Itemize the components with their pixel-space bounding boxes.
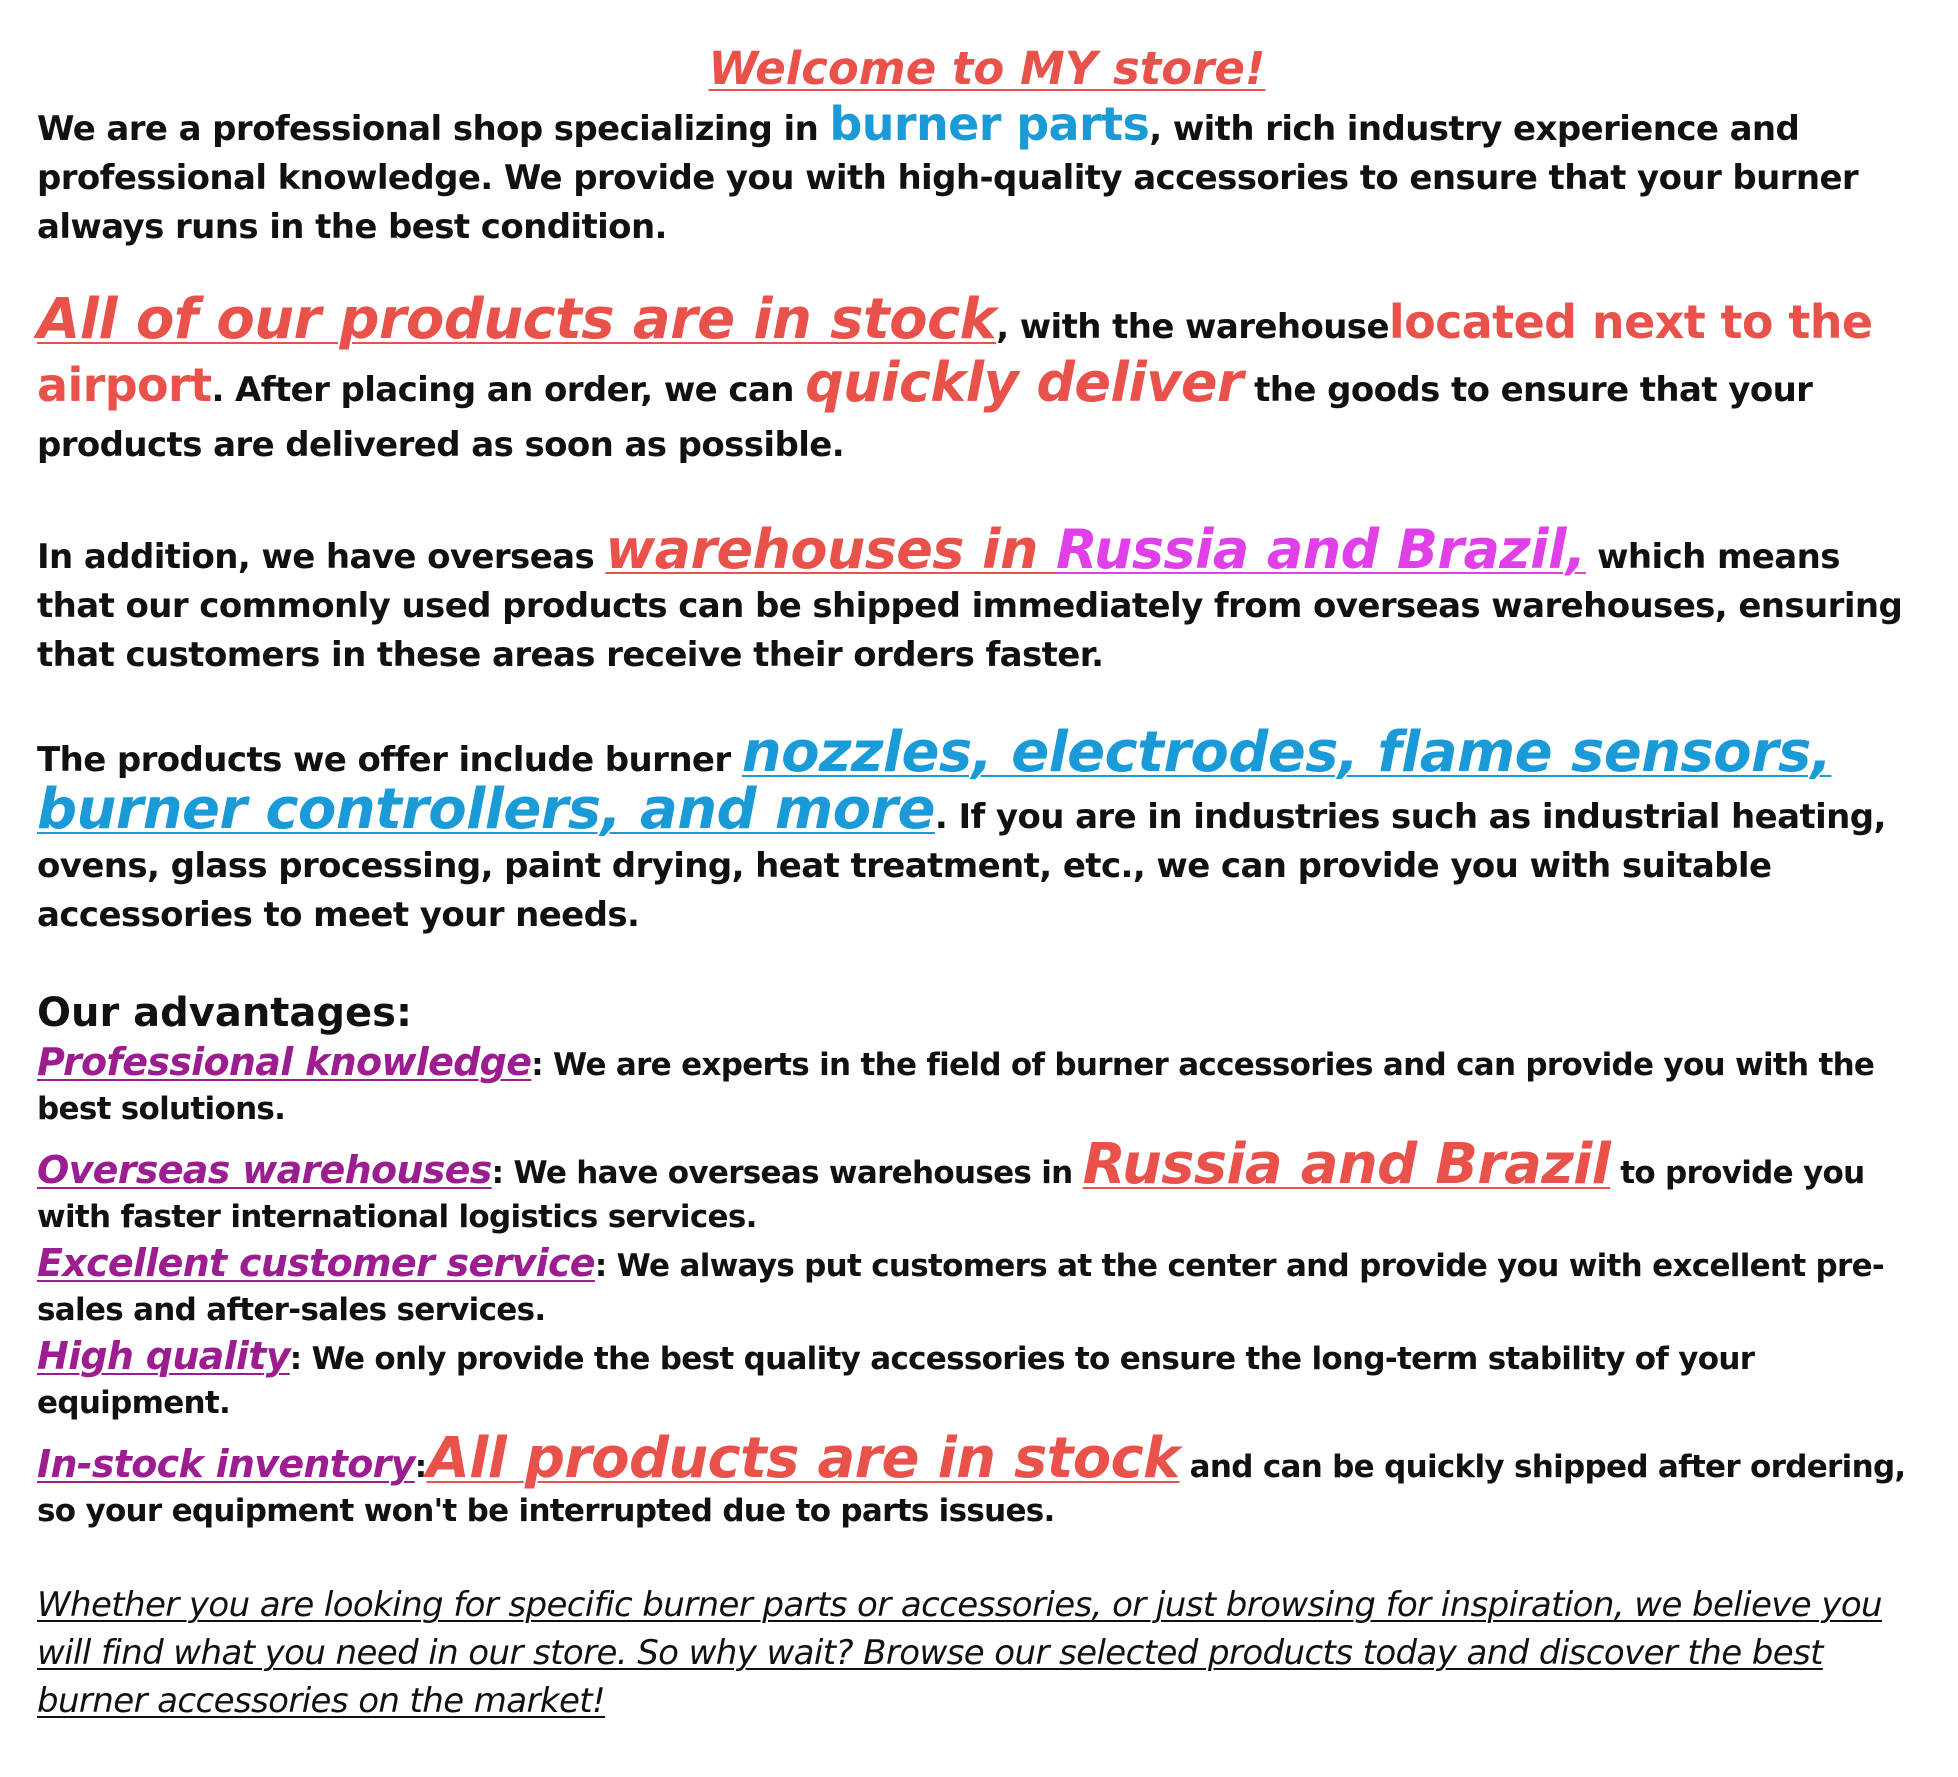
advantage-item [37,1334,1927,1425]
intro-text-1: We are a professional shop specializing in [37,109,830,149]
product-list-highlight: nozzles, electrodes, flame sensors, burner controllers, and more [37,720,1832,842]
in-stock-highlight: All of our products are in stock [37,287,997,352]
advantage-label: Excellent customer service [37,1241,595,1285]
airport-highlight: located next to the airport [37,295,1873,412]
stock-text-1: , with the warehouse [996,307,1389,347]
advantage-item [37,1426,1927,1533]
overseas-text-2: which means that our commonly used products can be shipped immediately from overseas warehouses, ensuring that customers in these areas receive their orders faster. [37,537,1903,675]
advantage-text: : We only provide the best quality accessories to ensure the long-term stability of your equipment. [37,1341,1755,1421]
advantage-text: and can be quickly shipped after ordering, so your equipment won't be interrupted due to parts issues. [37,1449,1906,1529]
warehouses-highlight: warehouses in [605,518,1057,581]
advantages-heading: Our advantages: [37,990,412,1036]
russia-brazil-advantage-highlight: Russia and Brazil [1082,1132,1611,1197]
overseas-paragraph [37,518,1927,680]
quick-delivery-highlight: quickly deliver [805,351,1243,414]
advantage-item [37,1241,1927,1332]
advantage-label: High quality [37,1334,290,1378]
stock-text-3: the goods to ensure that your products are delivered as soon as possible. [37,370,1813,465]
advantage-label: In-stock inventory [37,1442,415,1486]
russia-brazil-highlight: Russia and Brazil, [1056,518,1586,581]
stock-paragraph [37,287,1927,473]
page-title: Welcome to MY store! [708,42,1266,95]
advantage-item [37,1132,1927,1239]
advantage-label: Professional knowledge [37,1040,532,1084]
store-description [37,40,1927,1725]
products-paragraph [37,720,1927,940]
advantage-text: : We are experts in the field of burner accessories and can provide you with the best solutions. [37,1047,1875,1127]
advantage-label: Overseas warehouses [37,1148,492,1192]
advantage-text: : We always put customers at the center and provide you with excellent pre-sales and after-sales services. [37,1248,1885,1328]
all-in-stock-highlight: All products are in stock [426,1426,1180,1491]
products-text-1: The products we offer include burner [37,740,742,780]
stock-text-2: . After placing an order, we can [211,370,806,410]
intro-text-2: , with rich industry experience and professional knowledge. We provide you with high-quality accessories to ensure that your burner always runs in the best condition. [37,109,1859,247]
advantage-text: to provide you with faster international logistics services. [37,1155,1865,1235]
advantage-text: : We have overseas warehouses in [491,1155,1083,1191]
burner-parts-highlight: burner parts [829,97,1150,151]
overseas-text-1: In addition, we have overseas [37,537,606,577]
advantage-text: : [414,1449,427,1485]
closing-paragraph: Whether you are looking for specific burner parts or accessories, or just browsing for inspiration, we believe you will find what you need in our store. So why wait? Browse our selected products today and discover the best burner accessories on the market! [37,1585,1882,1721]
intro-paragraph [37,97,1927,252]
advantage-item [37,1040,1927,1131]
products-text-2: . If you are in industries such as industrial heating, ovens, glass processing, paint drying, heat treatment, etc., we can provide you with suitable accessories to meet your needs. [37,797,1886,935]
